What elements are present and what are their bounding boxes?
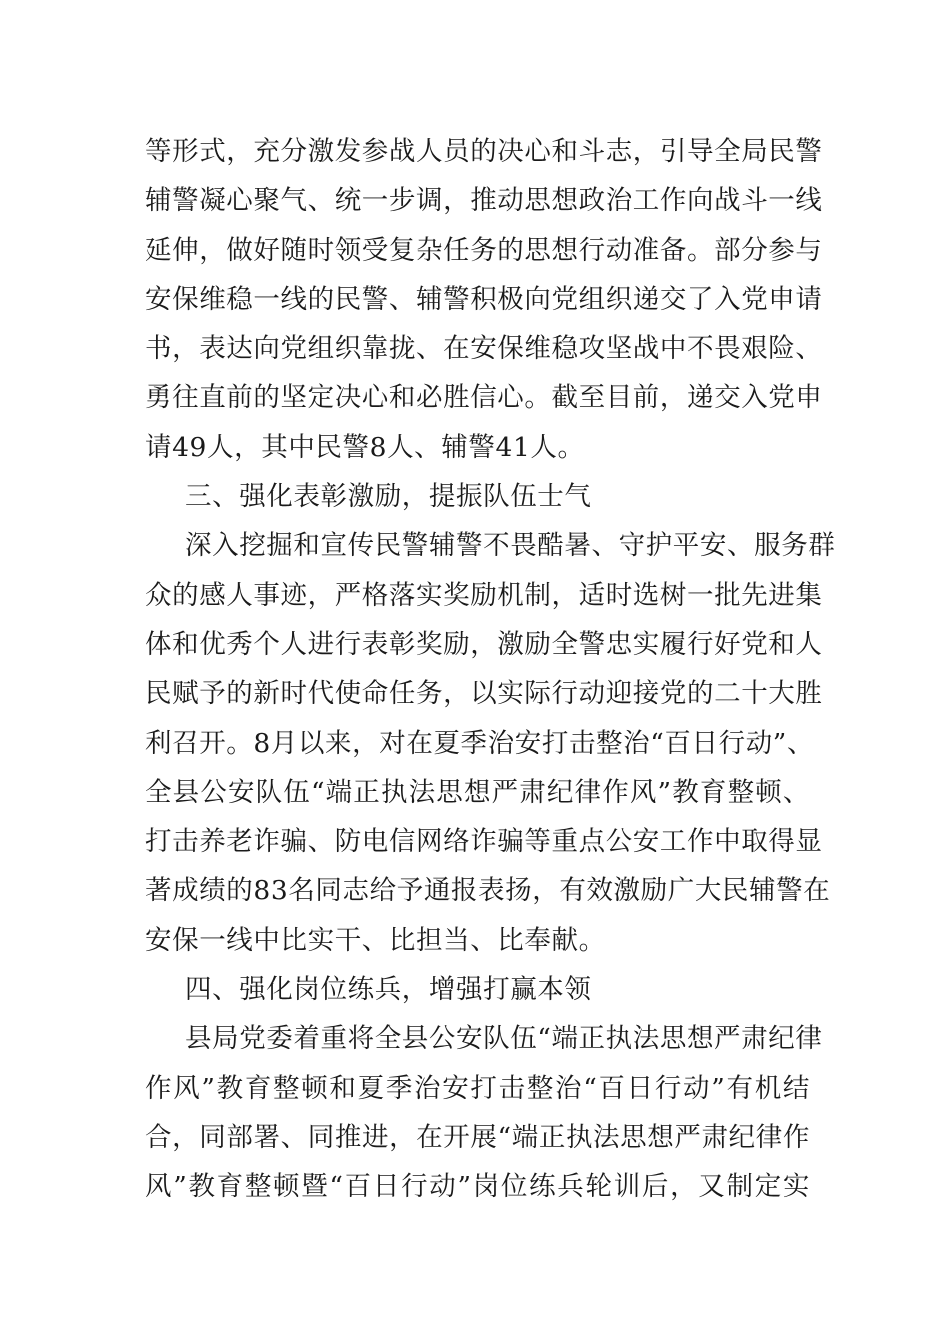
text-line: 风”教育整顿暨“百日行动”岗位练兵轮训后，又制定实 (145, 1171, 810, 1203)
text-line: 等形式，充分激发参战人员的决心和斗志，引导全局民警 (145, 136, 823, 167)
text-line: 著成绩的83名同志给予通报表扬，有效激励广大民辅警在 (145, 875, 831, 907)
text-line: 全县公安队伍“端正执法思想严肃纪律作风”教育整顿、 (145, 776, 810, 808)
text-line: 体和优秀个人进行表彰奖励，激励全警忠实履行好党和人 (145, 628, 823, 660)
section-heading: 三、强化表彰激励，提振队伍士气 (185, 481, 592, 513)
text-line: 众的感人事迹，严格落实奖励机制，适时选树一批先进集 (145, 579, 823, 611)
text-line: 县局党委着重将全县公安队伍“端正执法思想严肃纪律 (185, 1023, 823, 1055)
section-heading: 四、强化岗位练兵，增强打赢本领 (185, 974, 592, 1006)
text-line: 作风”教育整顿和夏季治安打击整治“百日行动”有机结 (145, 1072, 810, 1104)
text-line: 安保一线中比实干、比担当、比奉献。 (145, 924, 606, 956)
body-text (145, 127, 836, 1212)
text-line: 书，表达向党组织靠拢、在安保维稳攻坚战中不畏艰险、 (145, 333, 823, 365)
text-line: 辅警凝心聚气、统一步调，推动思想政治工作向战斗一线 (145, 185, 823, 217)
text-line: 勇往直前的坚定决心和必胜信心。截至目前，递交入党申 (145, 382, 823, 414)
text-line: 请49人，其中民警8人、辅警41人。 (145, 431, 585, 463)
text-line: 利召开。8月以来，对在夏季治安打击整治“百日行动”、 (145, 727, 815, 759)
text-line: 深入挖掘和宣传民警辅警不畏酷暑、守护平安、服务群 (185, 530, 836, 562)
text-line: 打击养老诈骗、防电信网络诈骗等重点公安工作中取得显 (145, 826, 823, 858)
text-line: 民赋予的新时代使命任务，以实际行动迎接党的二十大胜 (145, 678, 823, 710)
text-line: 安保维稳一线的民警、辅警积极向党组织递交了入党申请 (145, 283, 823, 315)
text-line: 合，同部署、同推进，在开展“端正执法思想严肃纪律作 (145, 1121, 810, 1153)
text-line: 延伸，做好随时领受复杂任务的思想行动准备。部分参与 (145, 234, 823, 266)
